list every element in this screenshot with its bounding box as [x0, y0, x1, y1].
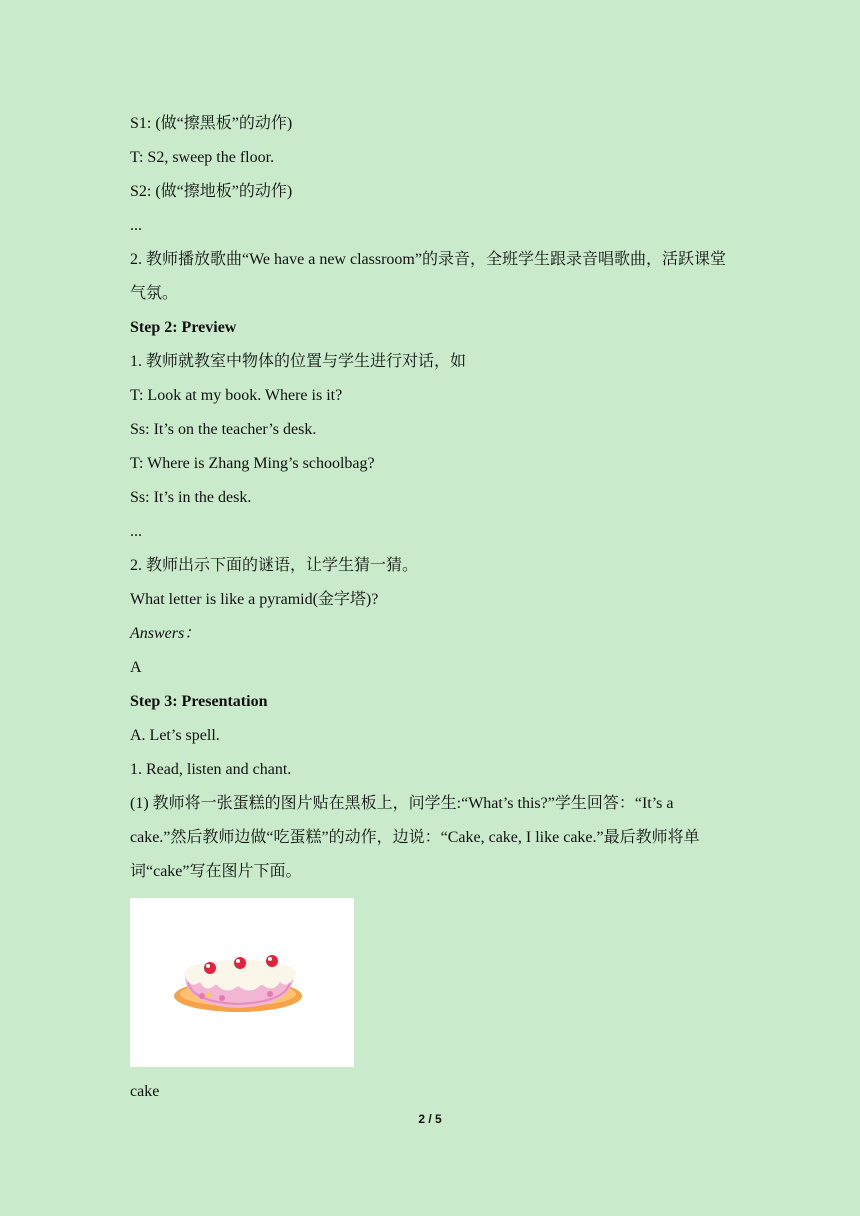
instruction-paragraph: 2. 教师播放歌曲“We have a new classroom”的录音，全班学生跟录音唱歌曲，活跃课堂气氛。: [130, 251, 726, 302]
dialogue-line: Ss: It’s in the desk.: [130, 489, 252, 506]
instruction-paragraph: (1) 教师将一张蛋糕的图片贴在黑板上，问学生:“What’s this?”学生回答：“It’s a cake.”然后教师边做“吃蛋糕”的动作，边说：“Cake, cake, I like cake.”最后教师将单词“cake”写在图片下面。: [130, 795, 700, 880]
ellipsis-line: ...: [130, 217, 142, 234]
answer-line: A: [130, 659, 142, 676]
riddle-line: What letter is like a pyramid(金字塔)?: [130, 591, 379, 608]
instruction-line: 2. 教师出示下面的谜语，让学生猜一猜。: [130, 557, 419, 574]
dialogue-line: S1: (做“擦黑板”的动作): [130, 115, 293, 132]
image-caption: cake: [130, 1083, 160, 1100]
instruction-line: 1. 教师就教室中物体的位置与学生进行对话，如: [130, 353, 467, 370]
subsection-line: 1. Read, listen and chant.: [130, 761, 292, 778]
dialogue-line: Ss: It’s on the teacher’s desk.: [130, 421, 317, 438]
cake-image: [130, 898, 354, 1067]
section-heading-step3: Step 3: Presentation: [130, 693, 268, 710]
subsection-line: A. Let’s spell.: [130, 727, 220, 744]
ellipsis-line: ...: [130, 523, 142, 540]
dialogue-line: S2: (做“擦地板”的动作): [130, 183, 293, 200]
cake-icon: [130, 898, 354, 1067]
section-heading-step2: Step 2: Preview: [130, 319, 237, 336]
dialogue-line: T: Where is Zhang Ming’s schoolbag?: [130, 455, 375, 472]
page-number: 2 / 5: [418, 1112, 442, 1126]
dialogue-line: T: Look at my book. Where is it?: [130, 387, 343, 404]
document-body: [130, 107, 732, 1109]
answers-label: Answers：: [130, 625, 201, 642]
dialogue-line: T: S2, sweep the floor.: [130, 149, 275, 166]
